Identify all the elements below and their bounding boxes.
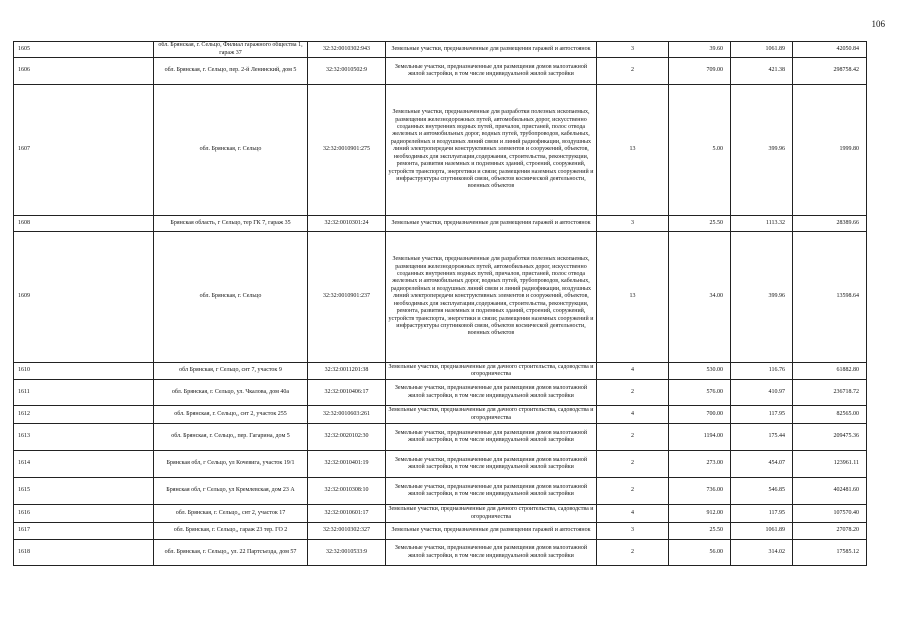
row-number: 1611 [14,380,154,406]
row-land-use: Земельные участки, предназначенные для размещения домов малоэтажной жилой застройки, в том числе индивидуальной жилой застройки [386,58,597,85]
row-group: 2 [597,478,669,505]
row-area: 709.00 [669,58,731,85]
row-rate: 314.02 [731,540,793,566]
row-number: 1615 [14,478,154,505]
row-rate: 546.85 [731,478,793,505]
row-address: обл. Брянская, г. Сельцо,, ул. 22 Партсъезда, дом 57 [154,540,308,566]
row-value: 123961.11 [793,451,867,478]
row-area: 39.60 [669,42,731,58]
row-address: обл. Брянская, г. Сельцо,, пер. Гагарина, дом 5 [154,424,308,451]
row-rate: 421.38 [731,58,793,85]
row-number: 1616 [14,505,154,523]
row-group: 3 [597,42,669,58]
row-value: 27078.20 [793,523,867,540]
table-row [14,232,867,363]
row-value: 17585.12 [793,540,867,566]
table-row [14,85,867,216]
row-group: 13 [597,85,669,216]
row-address: Брянская обл, г Сельцо, ул Кочевига, участок 19/1 [154,451,308,478]
row-group: 4 [597,406,669,424]
row-cadastral-number: 32:32:0010302:943 [308,42,386,58]
row-area: 25.50 [669,523,731,540]
row-area: 736.00 [669,478,731,505]
row-value: 402481.60 [793,478,867,505]
row-cadastral-number: 32:32:0010308:10 [308,478,386,505]
row-cadastral-number: 32:32:0010401:19 [308,451,386,478]
row-cadastral-number: 32:32:0010533:9 [308,540,386,566]
row-land-use: Земельные участки, предназначенные для разработки полезных ископаемых, размещения железнодорожных путей, автомобильных дорог, искусственно созданных внутренних водных путей, причалов, пристаней, полос отвода железных и автомобильных дорог, водных путей, трубопроводов, кабельных, радиорелейных и воздушных линий связи и линий радиофикации, воздушных линий электропередачи конструктивных элементов и сооружений, объектов, необходимых для эксплуатации,содержания, строительства, реконструкции, ремонта, развития наземных и подземных зданий, строений, сооружений, устройств транспорта, энергетики и связи; размещения наземных сооружений и инфраструктуры спутниковой связи, объектов космической деятельности, военных объектов [386,232,597,363]
row-cadastral-number: 32:32:0011201:38 [308,363,386,380]
row-group: 2 [597,424,669,451]
row-rate: 399.96 [731,85,793,216]
row-value: 236718.72 [793,380,867,406]
row-land-use: Земельные участки, предназначенные для размещения гаражей и автостоянок [386,216,597,232]
row-cadastral-number: 32:32:0010601:17 [308,505,386,523]
row-number: 1610 [14,363,154,380]
row-area: 700.00 [669,406,731,424]
row-address: Брянская область, г Сельцо, тер ГК 7, гараж 35 [154,216,308,232]
row-rate: 410.97 [731,380,793,406]
row-area: 530.00 [669,363,731,380]
table-row [14,363,867,380]
row-rate: 117.95 [731,406,793,424]
row-area: 5.00 [669,85,731,216]
row-number: 1612 [14,406,154,424]
row-rate: 1061.89 [731,523,793,540]
row-group: 13 [597,232,669,363]
row-rate: 1061.89 [731,42,793,58]
row-value: 209475.36 [793,424,867,451]
row-area: 912.00 [669,505,731,523]
row-rate: 175.44 [731,424,793,451]
row-address: обл. Брянская, г. Сельцо,, снт 2, участок 17 [154,505,308,523]
row-cadastral-number: 32:32:0010901:275 [308,85,386,216]
row-land-use: Земельные участки, предназначенные для размещения домов малоэтажной жилой застройки, в том числе индивидуальной жилой застройки [386,380,597,406]
row-land-use: Земельные участки, предназначенные для дачного строительства, садоводства и огородничества [386,363,597,380]
row-number: 1613 [14,424,154,451]
table-row [14,424,867,451]
row-land-use: Земельные участки, предназначенные для размещения гаражей и автостоянок [386,523,597,540]
page-number: 106 [871,19,885,29]
land-registry-table [13,41,867,566]
row-address: обл. Брянская, г. Сельцо, ул. Чкалова, дом 40а [154,380,308,406]
row-address: обл. Брянская, г. Сельцо [154,85,308,216]
row-group: 2 [597,380,669,406]
row-group: 2 [597,540,669,566]
row-value: 1999.80 [793,85,867,216]
row-cadastral-number: 32:32:0010301:24 [308,216,386,232]
row-land-use: Земельные участки, предназначенные для размещения домов малоэтажной жилой застройки, в том числе индивидуальной жилой застройки [386,424,597,451]
row-group: 4 [597,505,669,523]
table-row [14,451,867,478]
table-row [14,523,867,540]
row-value: 42050.84 [793,42,867,58]
row-value: 107570.40 [793,505,867,523]
row-group: 3 [597,216,669,232]
row-value: 13598.64 [793,232,867,363]
table-row [14,380,867,406]
row-rate: 454.07 [731,451,793,478]
row-address: обл. Брянская, г. Сельцо, пер. 2-й Ленинский, дом 5 [154,58,308,85]
row-number: 1617 [14,523,154,540]
row-rate: 116.76 [731,363,793,380]
row-cadastral-number: 32:32:0010502:9 [308,58,386,85]
row-number: 1608 [14,216,154,232]
row-area: 273.00 [669,451,731,478]
row-area: 25.50 [669,216,731,232]
row-address: обл Брянская, г Сельцо, снт 7, участок 9 [154,363,308,380]
table-row [14,42,867,58]
row-address: обл. Брянская, г. Сельцо,, гараж 23 тер. ГО 2 [154,523,308,540]
row-value: 61882.80 [793,363,867,380]
row-address: обл. Брянская, г. Сельцо [154,232,308,363]
row-area: 56.00 [669,540,731,566]
row-address: Брянская обл, г Сельцо, ул Кремлевская, дом 23 А [154,478,308,505]
table-row [14,406,867,424]
row-value: 28389.66 [793,216,867,232]
row-cadastral-number: 32:32:0010603:261 [308,406,386,424]
table-row [14,58,867,85]
row-number: 1614 [14,451,154,478]
row-land-use: Земельные участки, предназначенные для размещения гаражей и автостоянок [386,42,597,58]
row-land-use: Земельные участки, предназначенные для дачного строительства, садоводства и огородничества [386,505,597,523]
row-group: 2 [597,58,669,85]
row-group: 4 [597,363,669,380]
row-rate: 1113.32 [731,216,793,232]
row-land-use: Земельные участки, предназначенные для размещения домов малоэтажной жилой застройки, в том числе индивидуальной жилой застройки [386,540,597,566]
row-rate: 399.96 [731,232,793,363]
row-land-use: Земельные участки, предназначенные для размещения домов малоэтажной жилой застройки, в том числе индивидуальной жилой застройки [386,451,597,478]
row-cadastral-number: 32:32:0010406:17 [308,380,386,406]
row-number: 1606 [14,58,154,85]
row-rate: 117.95 [731,505,793,523]
row-land-use: Земельные участки, предназначенные для размещения домов малоэтажной жилой застройки, в том числе индивидуальной жилой застройки [386,478,597,505]
table-row [14,540,867,566]
row-address: обл. Брянская, г. Сельцо,, снт 2, участок 255 [154,406,308,424]
row-cadastral-number: 32:32:0010302:327 [308,523,386,540]
table-row [14,505,867,523]
row-address: обл. Брянская, г. Сельцо, Филиал гаражного общества 1, гараж 37 [154,42,308,58]
row-number: 1605 [14,42,154,58]
row-land-use: Земельные участки, предназначенные для дачного строительства, садоводства и огородничества [386,406,597,424]
row-area: 34.00 [669,232,731,363]
row-land-use: Земельные участки, предназначенные для разработки полезных ископаемых, размещения железнодорожных путей, автомобильных дорог, искусственно созданных внутренних водных путей, причалов, пристаней, полос отвода железных и автомобильных дорог, водных путей, трубопроводов, кабельных, радиорелейных и воздушных линий связи и линий радиофикации, воздушных линий электропередачи конструктивных элементов и сооружений, объектов, необходимых для эксплуатации,содержания, строительства, реконструкции, ремонта, развития наземных и подземных зданий, строений, сооружений, устройств транспорта, энергетики и связи; размещения наземных сооружений и инфраструктуры спутниковой связи, объектов космической деятельности, военных объектов [386,85,597,216]
row-cadastral-number: 32:32:0020102:30 [308,424,386,451]
row-value: 82565.00 [793,406,867,424]
row-number: 1609 [14,232,154,363]
row-number: 1607 [14,85,154,216]
table-row [14,478,867,505]
row-group: 2 [597,451,669,478]
row-area: 1194.00 [669,424,731,451]
row-area: 576.00 [669,380,731,406]
row-value: 298758.42 [793,58,867,85]
row-group: 3 [597,523,669,540]
row-number: 1618 [14,540,154,566]
table-row [14,216,867,232]
row-cadastral-number: 32:32:0010901:237 [308,232,386,363]
